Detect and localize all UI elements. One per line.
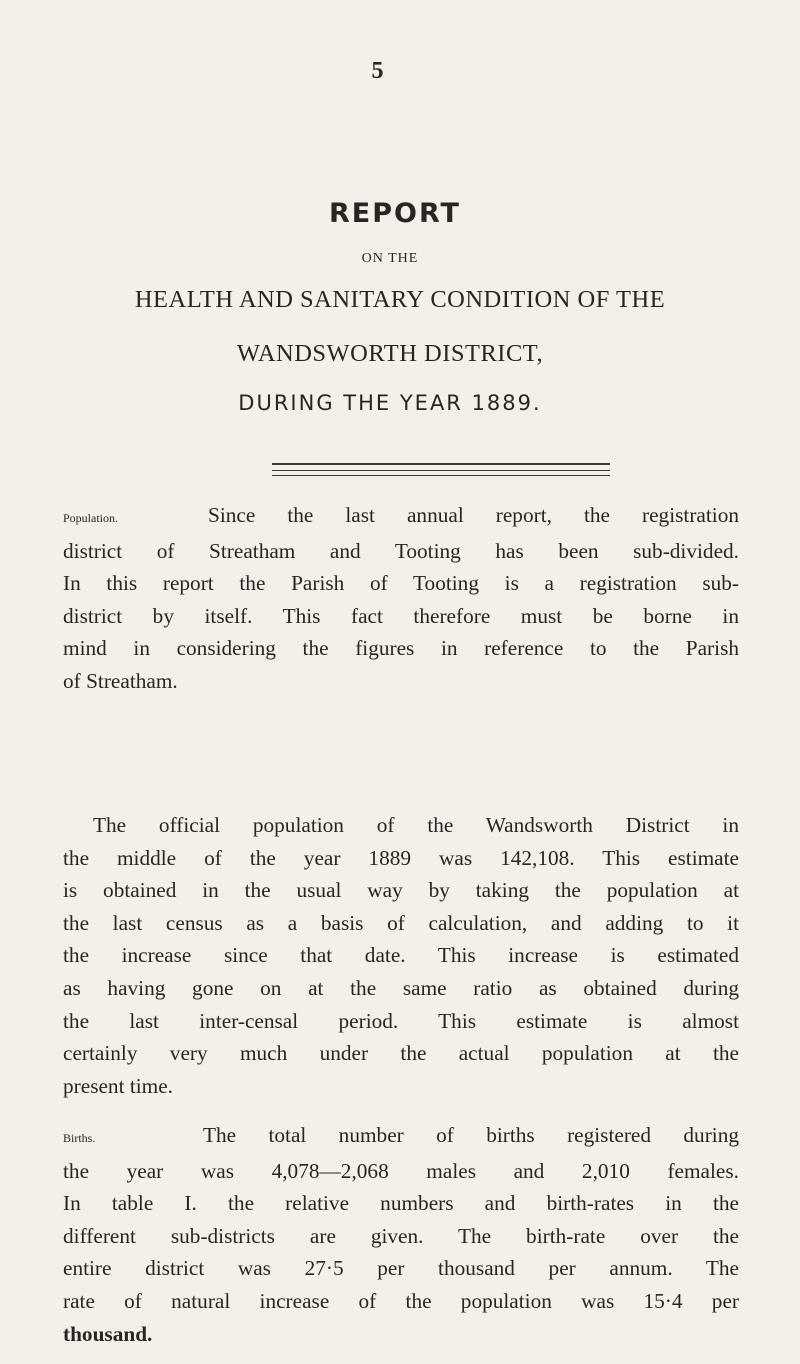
- paragraph-line: Births. The total number of births registered during: [63, 1119, 739, 1155]
- paragraph-line: Population. Since the last annual report, the registration: [63, 499, 739, 535]
- paragraph-line: the last census as a basis of calculation, and adding to it: [63, 910, 739, 935]
- paragraph-line: In this report the Parish of Tooting is a registration sub-: [63, 571, 739, 596]
- title-line-1: HEALTH AND SANITARY CONDITION OF THE: [134, 286, 666, 313]
- paragraph-line: the increase since that date. This increase is estimated: [63, 943, 739, 968]
- paragraph-line: district of Streatham and Tooting has been sub-divided.: [63, 538, 739, 563]
- paragraph-line: the year was 4,078—2,068 males and 2,010 females.: [63, 1158, 739, 1183]
- heading-on-the: ON THE: [361, 251, 419, 266]
- population-paragraph: [63, 499, 739, 698]
- population-sidenote: Population.: [63, 511, 119, 525]
- paragraph-line: In table I. the relative numbers and birth-rates in the: [63, 1191, 739, 1216]
- official-population-paragraph: [63, 809, 739, 1102]
- paragraph-line: certainly very much under the actual population at the: [63, 1041, 739, 1066]
- title-divider: [272, 463, 610, 465]
- paragraph-line: entire district was 27·5 per thousand per annum. The: [63, 1256, 739, 1281]
- title-line-2: WANDSWORTH DISTRICT,: [236, 340, 544, 367]
- paragraph-line: different sub-districts are given. The birth-rate over the: [63, 1223, 739, 1248]
- paragraph-line: thousand.: [63, 1321, 153, 1346]
- paragraph-line: present time.: [63, 1073, 173, 1098]
- paragraph-line: of Streatham.: [63, 668, 178, 693]
- births-sidenote: Births.: [63, 1131, 96, 1145]
- paragraph-line: mind in considering the figures in reference to the Parish: [63, 636, 739, 661]
- title-divider: [272, 475, 610, 476]
- paragraph-line: is obtained in the usual way by taking the population at: [63, 878, 739, 903]
- title-line-3: DURING THE YEAR 1889.: [238, 391, 542, 415]
- paragraph-line: as having gone on at the same ratio as obtained during: [63, 975, 739, 1000]
- paragraph-line: the middle of the year 1889 was 142,108. This estimate: [63, 845, 739, 870]
- page-number: 5: [371, 58, 384, 84]
- paragraph-line: rate of natural increase of the population was 15·4 per: [63, 1288, 739, 1313]
- title-divider: [272, 470, 610, 471]
- paragraph-line: district by itself. This fact therefore must be borne in: [63, 603, 739, 628]
- report-heading: REPORT: [329, 198, 461, 229]
- paragraph-line: the last inter-censal period. This estimate is almost: [63, 1008, 739, 1033]
- paragraph-line: The official population of the Wandsworth District in: [93, 813, 739, 837]
- births-paragraph: [63, 1119, 739, 1350]
